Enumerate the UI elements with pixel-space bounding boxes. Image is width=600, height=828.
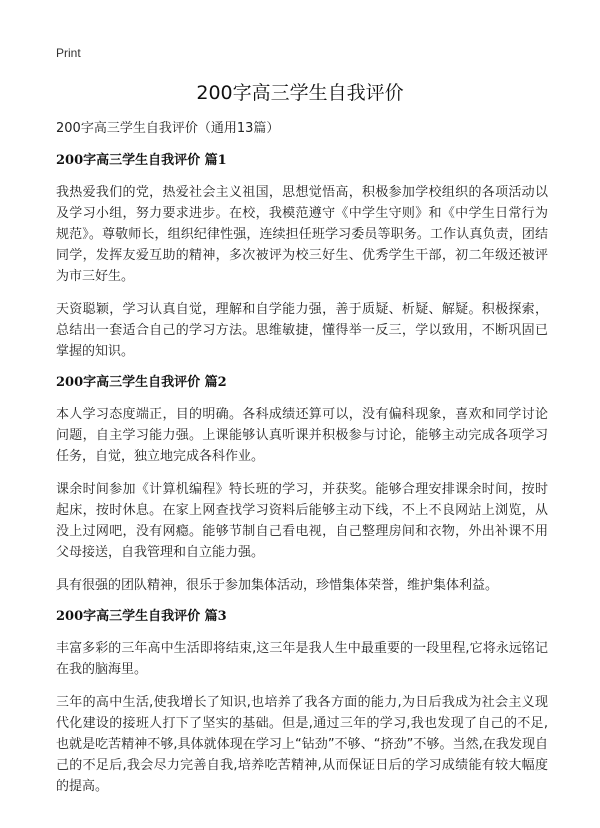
print-link[interactable]: Print: [56, 46, 81, 60]
section-heading: 200字高三学生自我评价 篇2: [56, 375, 227, 390]
paragraph: 我热爱我们的党，热爱社会主义祖国，思想觉悟高，积极参加学校组织的各项活动以及学习小组，努力要求进步。在校，我模范遵守《中学生守则》和《中学生日常行为规范》。尊敬师长，组织纪律性强，连续担任班学习委员等职务。工作认真负责，团结同学，发挥友爱互助的精神，多次被评为校三好生、优秀学生干部，初二年级还被评为市三好生。: [56, 185, 548, 284]
document-subtitle: 200字高三学生自我评价（通用13篇）: [56, 121, 280, 136]
essay-section-3: [56, 608, 548, 797]
section-heading: 200字高三学生自我评价 篇1: [56, 153, 227, 168]
paragraph: 本人学习态度端正，目的明确。各科成绩还算可以，没有偏科现象，喜欢和同学讨论问题，自主学习能力强。上课能够认真听课并积极参与讨论，能够主动完成各项学习任务，自觉，独立地完成各科作业。: [56, 407, 548, 464]
paragraph: 三年的高中生活,使我增长了知识,也培养了我各方面的能力,为日后我成为社会主义现代化建设的接班人打下了坚实的基础。但是,通过三年的学习,我也发现了自己的不足,也就是吃苦精神不够,具体就体现在学习上“钻劲”不够、“挤劲”不够。当然,在我发现自己的不足后,我会尽力完善自我,培养吃苦精神,从而保证日后的学习成绩能有较大幅度的提高。: [56, 695, 548, 794]
section-heading: 200字高三学生自我评价 篇3: [56, 609, 227, 624]
paragraph: 天资聪颖，学习认真自觉，理解和自学能力强，善于质疑、析疑、解疑。积极探索，总结出一套适合自己的学习方法。思维敏捷，懂得举一反三，学以致用，不断巩固已掌握的知识。: [56, 302, 548, 359]
essay-section-1: [56, 152, 548, 362]
page-title: 200字高三学生自我评价: [196, 82, 404, 104]
essay-section-2: [56, 374, 548, 596]
paragraph: 课余时间参加《计算机编程》特长班的学习，并获奖。能够合理安排课余时间，按时起床，按时休息。在家上网查找学习资料后能够主动下线，不上不良网站上浏览，从没上过网吧，没有网瘾。能够节制自己看电视，自己整理房间和衣物，外出补课不用父母接送，自我管理和自立能力强。: [56, 482, 548, 560]
document-content: [56, 120, 548, 809]
paragraph: 具有很强的团队精神，很乐于参加集体活动，珍惜集体荣誉，维护集体利益。: [56, 578, 499, 593]
paragraph: 丰富多彩的三年高中生活即将结束,这三年是我人生中最重要的一段里程,它将永远铭记在我的脑海里。: [56, 641, 548, 677]
